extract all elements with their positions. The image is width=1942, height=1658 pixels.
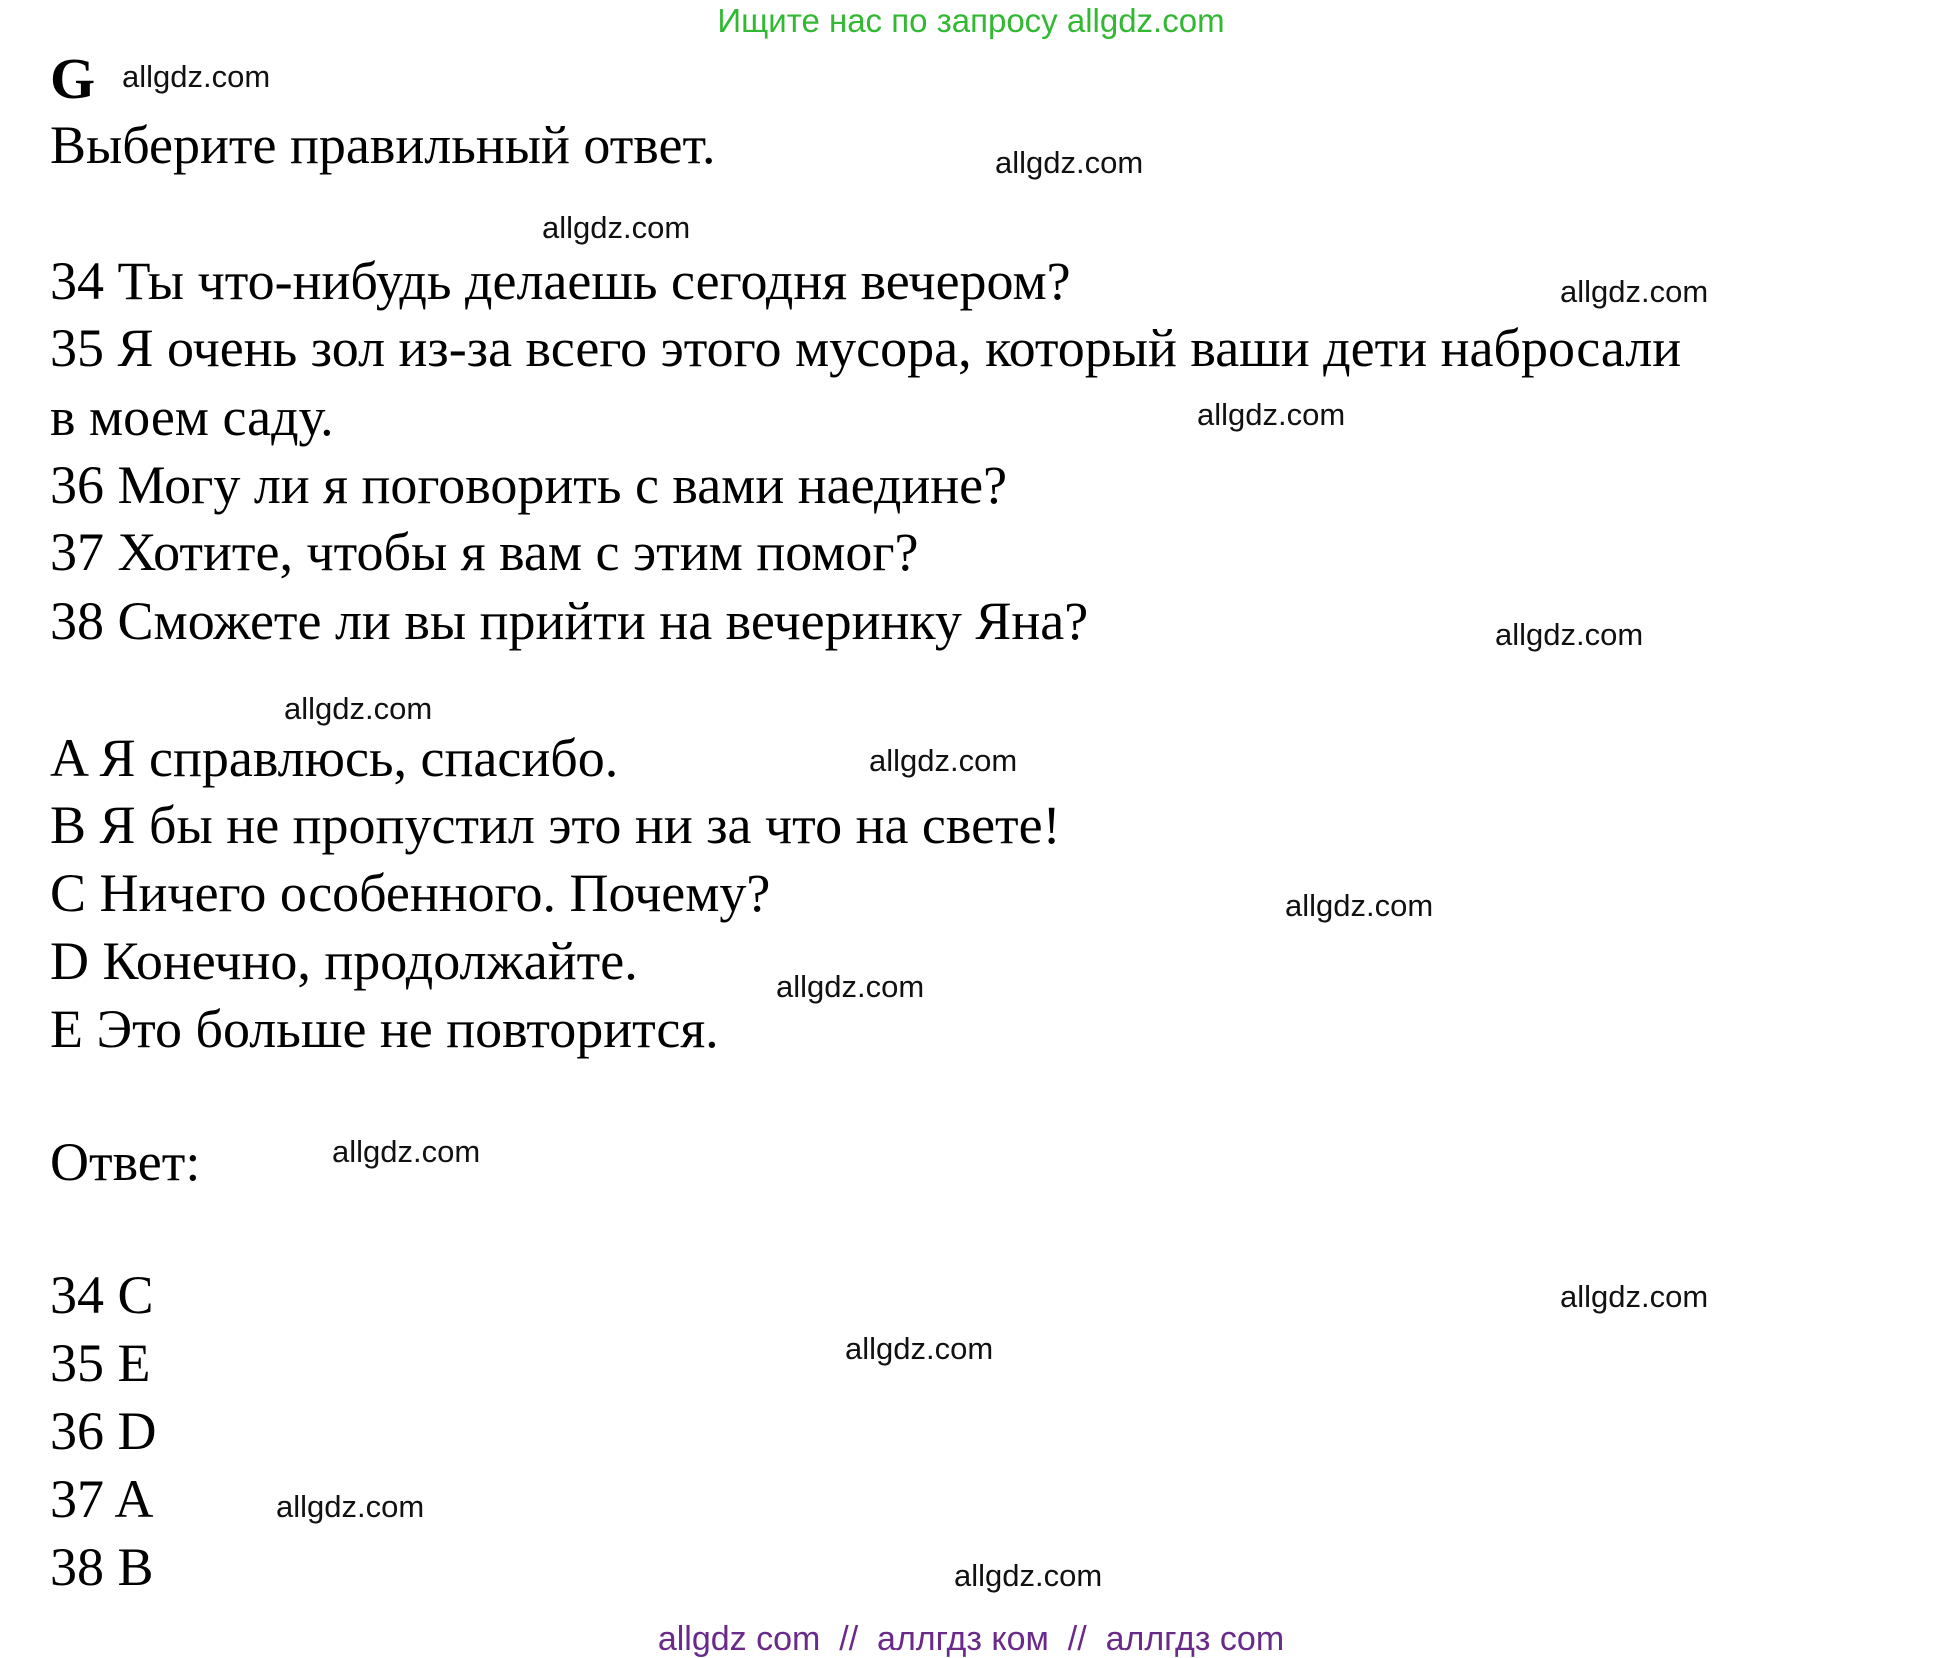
answer-38: 38 B [50, 1537, 154, 1597]
question-35-continued: в моем саду. [50, 387, 334, 447]
answer-37: 37 A [50, 1469, 154, 1529]
watermark: allgdz.com [542, 210, 691, 245]
watermark: allgdz.com [869, 743, 1018, 778]
section-letter: G [50, 46, 96, 111]
question-35: 35 Я очень зол из-за всего этого мусора, который ваши дети набросали [50, 318, 1682, 378]
watermark: allgdz.com [332, 1134, 481, 1169]
option-d: D Конечно, продолжайте. [50, 931, 638, 991]
option-a: A Я справлюсь, спасибо. [50, 728, 619, 788]
answer-36: 36 D [50, 1401, 157, 1461]
option-b: B Я бы не пропустил это ни за что на свете! [50, 795, 1061, 855]
watermark: allgdz.com [776, 969, 925, 1004]
watermark: allgdz.com [1285, 888, 1434, 923]
answer-34: 34 C [50, 1265, 154, 1325]
watermark: allgdz.com [1560, 1279, 1709, 1314]
answer-35: 35 E [50, 1333, 151, 1393]
watermark: allgdz.com [1197, 397, 1346, 432]
question-38: 38 Сможете ли вы прийти на вечеринку Яна? [50, 591, 1089, 651]
instruction-text: Выберите правильный ответ. [50, 115, 716, 175]
watermark: allgdz.com [1560, 274, 1709, 309]
question-34: 34 Ты что-нибудь делаешь сегодня вечером? [50, 251, 1071, 311]
question-36: 36 Могу ли я поговорить с вами наедине? [50, 455, 1008, 515]
option-c: C Ничего особенного. Почему? [50, 863, 771, 923]
watermark: allgdz.com [122, 59, 271, 94]
watermark: allgdz.com [1495, 617, 1644, 652]
watermark: allgdz.com [995, 145, 1144, 180]
watermark: allgdz.com [954, 1558, 1103, 1593]
search-banner[interactable]: Ищите нас по запросу allgdz.com [717, 2, 1225, 39]
watermark: allgdz.com [284, 691, 433, 726]
answer-label: Ответ: [50, 1132, 201, 1192]
footer-links[interactable]: allgdz com // аллгдз ком // аллгдз com [657, 1620, 1285, 1658]
watermark: allgdz.com [276, 1489, 425, 1524]
watermark: allgdz.com [845, 1331, 994, 1366]
option-e: E Это больше не повторится. [50, 999, 719, 1059]
question-37: 37 Хотите, чтобы я вам с этим помог? [50, 522, 919, 582]
